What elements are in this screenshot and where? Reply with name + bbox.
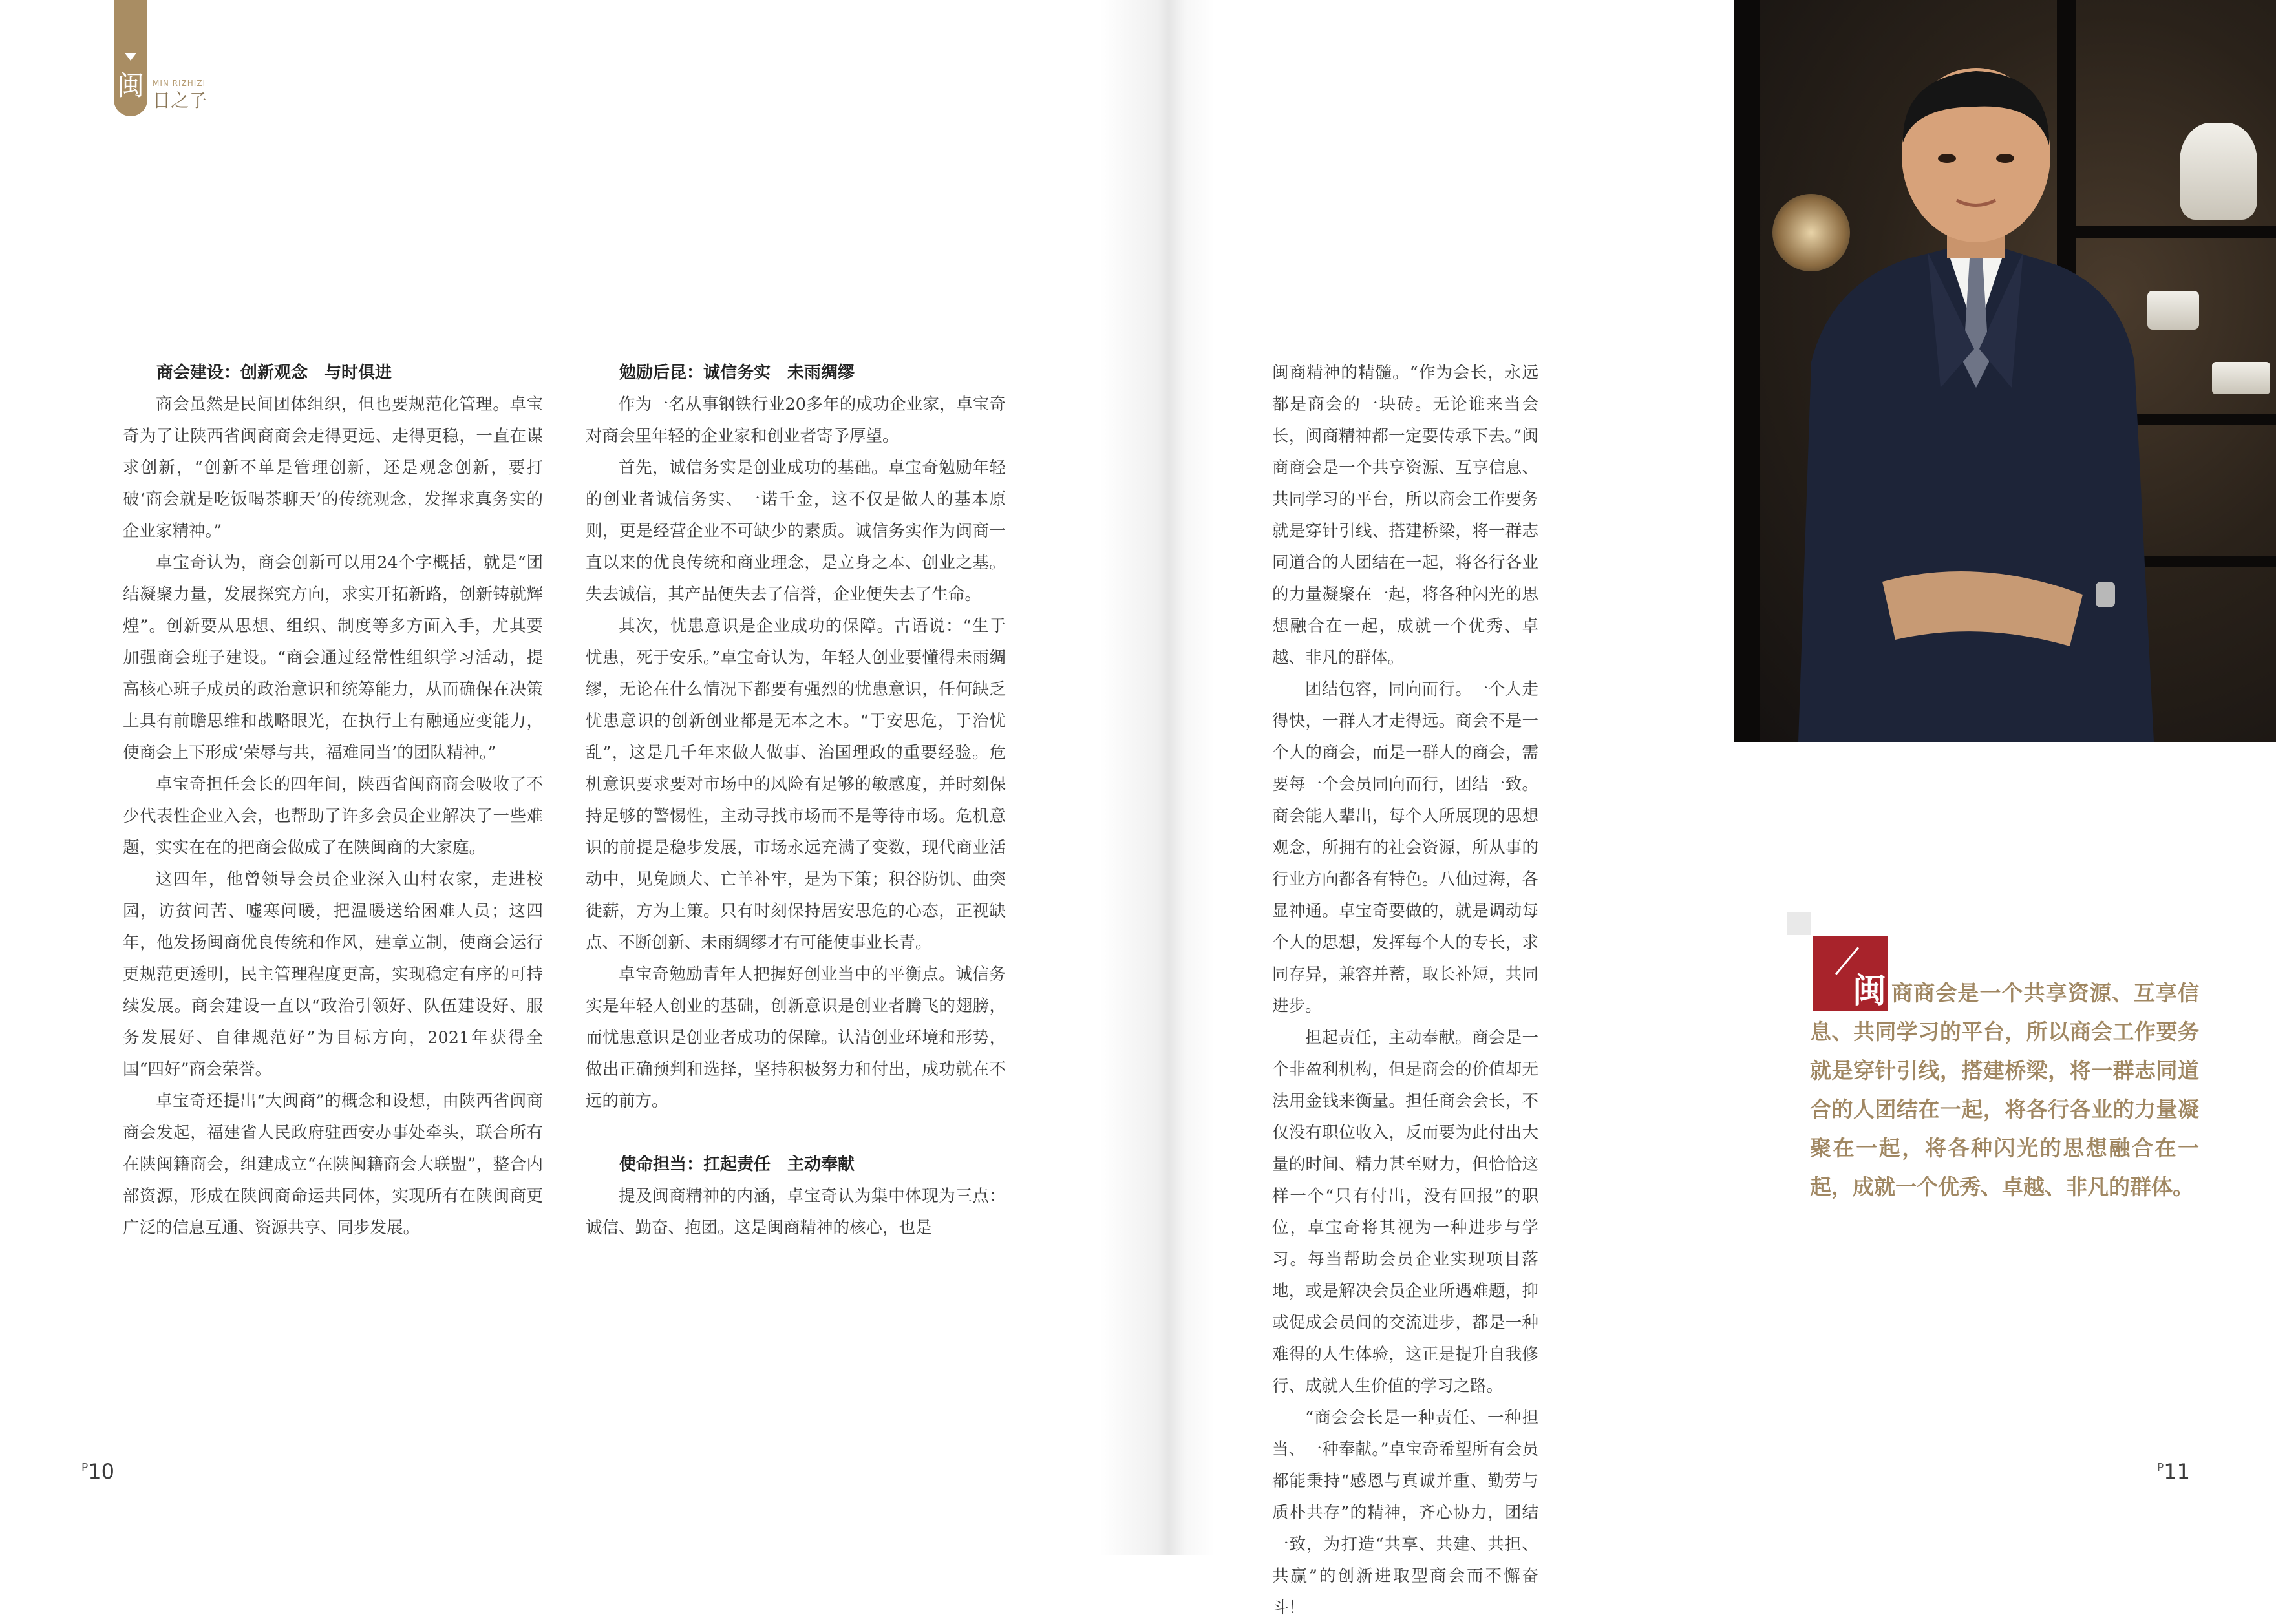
paragraph: “商会会长是一种责任、一种担当、一种奉献。”卓宝奇希望所有会员都能秉持“感恩与真诚并重、勤劳与质朴共存”的精神，齐心协力，团结一致，为打造“共享、共建、共担、共赢”的创新进取型商会而不懈奋斗！ xyxy=(1272,1408,1538,1618)
paragraph: 首先，诚信务实是创业成功的基础。卓宝奇勉励年轻的创业者诚信务实、一诺千金，这不仅是做人的基本原则，更是经营企业不可缺少的素质。诚信务实作为闽商一直以来的优良传统和商业理念，是立身之本、创业之基。失去诚信，其产品便失去了信誉，企业便失去了生命。 xyxy=(586,458,1006,604)
paragraph: 卓宝奇担任会长的四年间，陕西省闽商商会吸收了不少代表性企业入会，也帮助了许多会员企业解决了一些难题，实实在在的把商会做成了在陕闽商的大家庭。 xyxy=(123,775,543,858)
article-column-2 xyxy=(586,357,1006,1244)
page-number-left: $^P$10 xyxy=(81,1459,114,1484)
page-number-right: $^P$11 xyxy=(2157,1459,2190,1484)
logo-english: MIN RIZHIZI xyxy=(153,79,206,88)
portrait-photo xyxy=(1734,0,2276,742)
section-heading: 勉励后昆：诚信务实 未雨绸缪 xyxy=(619,363,855,383)
left-page xyxy=(0,0,1138,1555)
paragraph: 这四年，他曾领导会员企业深入山村农家，走进校园，访贫问苦、嘘寒问暖，把温暖送给困难人员；这四年，他发扬闽商优良传统和作风，建章立制，使商会运行更规范更透明，民主管理程度更高，实现稳定有序的可持续发展。商会建设一直以“政治引领好、队伍建设好、服务发展好、自律规范好”为目标方向，2021年获得全国“四好”商会荣誉。 xyxy=(123,870,543,1079)
right-page xyxy=(1138,0,2276,1618)
article-column-3 xyxy=(1272,357,1538,1624)
paragraph: 商会虽然是民间团体组织，但也要规范化管理。卓宝奇为了让陕西省闽商商会走得更远、走得更稳，一直在谋求创新，“创新不单是管理创新，还是观念创新，要打破‘商会就是吃饭喝茶聊天’的传统观念，发挥求真务实的企业家精神。” xyxy=(123,395,543,541)
section-heading: 使命担当：扛起责任 主动奉献 xyxy=(619,1155,855,1174)
article-column-1 xyxy=(123,357,543,1244)
paragraph: 作为一名从事钢铁行业20多年的成功企业家，卓宝奇对商会里年轻的企业家和创业者寄予厚望。 xyxy=(586,395,1006,446)
quote-mark-char: 闽 xyxy=(1853,972,1887,1011)
portrait-figure xyxy=(1734,0,2276,742)
paragraph: 卓宝奇认为，商会创新可以用24个字概括，就是“团结凝聚力量，发展探究方向，求实开拓新路，创新铸就辉煌”。创新要从思想、组织、制度等多方面入手，尤其要加强商会班子建设。“商会通过经常性组织学习活动，提高核心班子成员的政治意识和统筹能力，从而确保在决策上具有前瞻思维和战略眼光，在执行上有融通应变能力，使商会上下形成‘荣辱与共，福难同当’的团队精神。” xyxy=(123,553,543,763)
section-heading: 商会建设：创新观念 与时俱进 xyxy=(156,363,392,383)
quote-text: 商商会是一个共享资源、互享信息、共同学习的平台，所以商会工作要务就是穿针引线，搭建桥梁，将一群志同道合的人团结在一起，将各行各业的力量凝聚在一起，将各种闪光的思想融合在一起，成就一个优秀、卓越、非凡的群体。 xyxy=(1810,980,2199,1199)
paragraph: 闽商精神的精髓。“作为会长，永远都是商会的一块砖。无论谁来当会长，闽商精神都一定要传承下去。”闽商商会是一个共享资源、互享信息、共同学习的平台，所以商会工作要务就是穿针引线、搭建桥梁，将一群志同道合的人团结在一起，将各行各业的力量凝聚在一起，将各种闪光的思想融合在一起，成就一个优秀、卓越、非凡的群体。 xyxy=(1272,363,1538,668)
logo-char: 闽 xyxy=(116,70,144,101)
triangle-icon xyxy=(125,53,136,61)
paragraph: 团结包容，同向而行。一个人走得快，一群人才走得远。商会不是一个人的商会，而是一群人的商会，需要每一个会员同向而行，团结一致。商会能人辈出，每个人所展现的思想观念，所拥有的社会资源，所从事的行业方向都各有特色。八仙过海，各显神通。卓宝奇要做的，就是调动每个人的思想，发挥每个人的专长，求同存异，兼容并蓄，取长补短，共同进步。 xyxy=(1272,680,1538,1016)
paragraph: 其次，忧患意识是企业成功的保障。古语说：“生于忧患，死于安乐。”卓宝奇认为，年轻人创业要懂得未雨绸缪，无论在什么情况下都要有强烈的忧患意识，任何缺乏忧患意识的创新创业都是无本之木。“于安思危，于治忧乱”，这是几千年来做人做事、治国理政的重要经验。危机意识要求要对市场中的风险有足够的敏感度，并时刻保持足够的警惕性，主动寻找市场而不是等待市场。危机意识的前提是稳步发展，市场永远充满了变数，现代商业活动中，见兔顾犬、亡羊补牢，是为下策；积谷防饥、曲突徙薪，方为上策。只有时刻保持居安思危的心态，正视缺点、不断创新、未雨绸缪才有可能使事业长青。 xyxy=(586,617,1006,953)
logo-chinese: 日之子 xyxy=(153,90,207,111)
paragraph: 卓宝奇勉励青年人把握好创业当中的平衡点。诚信务实是年轻人创业的基础，创新意识是创业者腾飞的翅膀，而忧患意识是创业者成功的保障。认清创业环境和形势，做出正确预判和选择，坚持积极努力和付出，成功就在不远的前方。 xyxy=(586,965,1006,1111)
paragraph: 卓宝奇还提出“大闽商”的概念和设想，由陕西省闽商商会发起，福建省人民政府驻西安办事处牵头，联合所有在陕闽籍商会，组建成立“在陕闽籍商会大联盟”，整合内部资源，形成在陕闽商命运共同体，实现所有在陕闽商更广泛的信息互通、资源共享、同步发展。 xyxy=(123,1091,543,1238)
decorative-square xyxy=(1787,912,1811,935)
paragraph: 担起责任，主动奉献。商会是一个非盈利机构，但是商会的价值却无法用金钱来衡量。担任商会会长，不仅没有职位收入，反而要为此付出大量的时间、精力甚至财力，但恰恰这样一个“只有付出，没有回报”的职位，卓宝奇将其视为一种进步与学习。每当帮助会员企业实现项目落地，或是解决会员企业所遇难题，抑或促成会员间的交流进步，都是一种难得的人生体验，这正是提升自我修行、成就人生价值的学习之路。 xyxy=(1272,1028,1538,1396)
paragraph: 提及闽商精神的内涵，卓宝奇认为集中体现为三点：诚信、勤奋、抱团。这是闽商精神的核心，也是 xyxy=(586,1186,1006,1238)
